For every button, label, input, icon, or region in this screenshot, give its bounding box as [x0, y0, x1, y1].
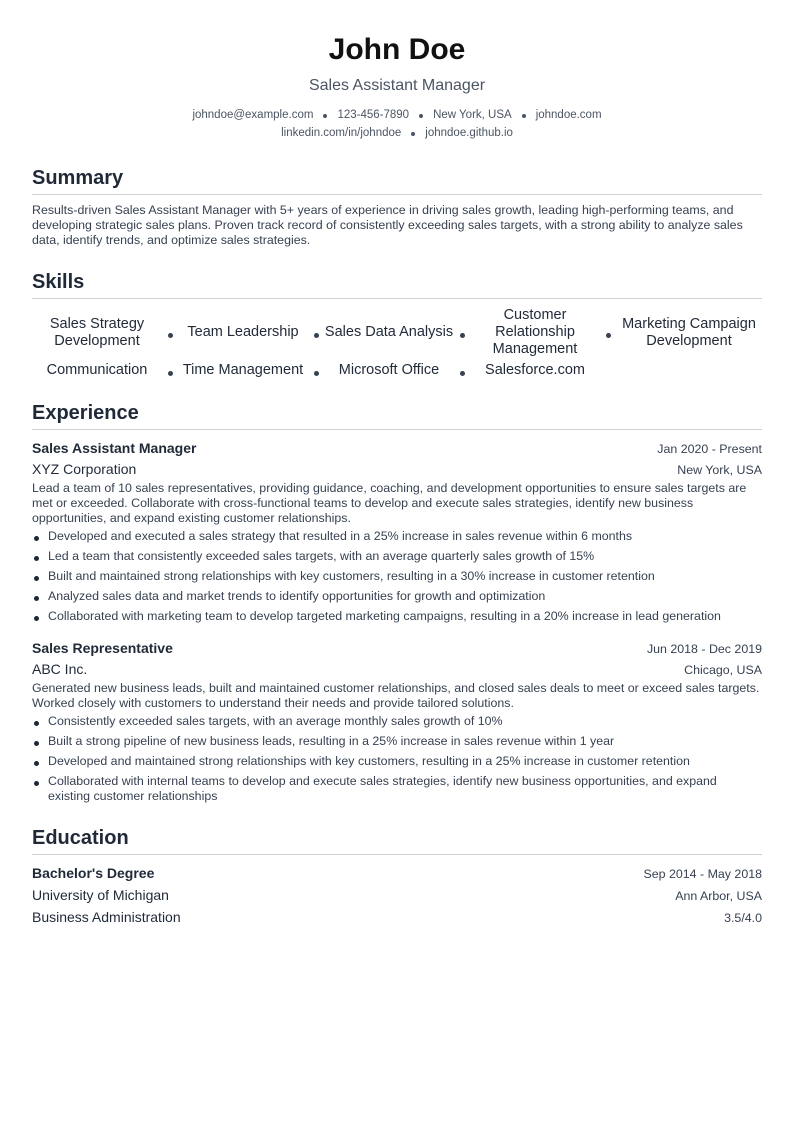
education-entry: [32, 863, 762, 929]
bullet-dot-icon: [34, 556, 39, 561]
contact-line-2: [32, 124, 762, 142]
skills-grid: [32, 307, 762, 379]
achievement-item: [32, 589, 762, 604]
skill-item: Communication: [46, 362, 148, 378]
experience-section: [32, 401, 762, 804]
achievement-text: Consistently exceeded sales targets, with an average monthly sales growth of 10%: [48, 714, 503, 728]
achievement-item: [32, 754, 762, 769]
bullet-dot-icon: [34, 536, 39, 541]
contact-github[interactable]: johndoe.github.io: [425, 127, 513, 139]
bullet-dot-icon: [34, 616, 39, 621]
job-achievements: [32, 714, 762, 804]
achievement-text: Built and maintained strong relationships with key customers, resulting in a 30% increase in customer retention: [48, 569, 655, 583]
bullet-dot-icon: [460, 333, 465, 338]
bullet-dot-icon: [314, 333, 319, 338]
summary-text: Results-driven Sales Assistant Manager with 5+ years of experience in driving sales growth, leading high-performing teams, and developing strategic sales plans. Proven track record of consistently exceeding sales targets, with a strong ability to analyze sales data, identify trends, and optimize sales strategies.: [32, 203, 743, 247]
bullet-dot-icon: [34, 781, 39, 786]
contact-phone[interactable]: 123-456-7890: [337, 109, 410, 121]
skill-separator: [162, 365, 178, 376]
skills-heading: Skills: [32, 270, 762, 299]
summary-section: [32, 166, 762, 248]
achievement-item: [32, 774, 762, 804]
achievement-text: Developed and executed a sales strategy that resulted in a 25% increase in sales revenue within 6 months: [48, 529, 633, 543]
education-gpa: 3.5/4.0: [724, 911, 762, 925]
bullet-dot-icon: [460, 371, 465, 376]
job-dates: Jan 2020 - Present: [657, 442, 762, 456]
skill-item: Salesforce.com: [485, 362, 585, 378]
job-company: XYZ Corporation: [32, 461, 137, 477]
skill-separator: [308, 327, 324, 338]
bullet-dot-icon: [606, 333, 611, 338]
skill-item: Team Leadership: [187, 324, 299, 340]
education-section: [32, 826, 762, 929]
job-description: Lead a team of 10 sales representatives, providing guidance, coaching, and development opportunities to ensure sales targets are met or exceeded. Collaborate with cross-functional teams to develop and execute sales strategies, identify new business opportunities, and expand existing customer relationships.: [32, 481, 747, 525]
skill-item: Sales Data Analysis: [324, 324, 454, 340]
bullet-dot-icon: [314, 371, 319, 376]
achievement-text: Developed and maintained strong relationships with key customers, resulting in a 25% increase in customer retention: [48, 754, 690, 768]
job-achievements: [32, 529, 762, 624]
contact-location: New York, USA: [433, 109, 512, 121]
achievement-text: Led a team that consistently exceeded sales targets, with an average quarterly sales growth of 15%: [48, 549, 595, 563]
skills-section: [32, 270, 762, 379]
skill-separator: [162, 327, 178, 338]
job-dates: Jun 2018 - Dec 2019: [646, 642, 762, 656]
job-title: Sales Assistant Manager: [32, 440, 197, 456]
achievement-text: Collaborated with internal teams to develop and execute sales strategies, identify new business opportunities, and expand existing customer relationships: [48, 774, 717, 803]
skill-separator: [454, 327, 470, 338]
achievement-item: [32, 714, 762, 729]
job-location: Chicago, USA: [684, 663, 762, 677]
candidate-name: John Doe: [328, 33, 466, 66]
job-entry: [32, 638, 762, 804]
education-field: Business Administration: [32, 909, 181, 925]
bullet-dot-icon: [34, 576, 39, 581]
bullet-dot-icon: [34, 761, 39, 766]
bullet-separator-icon: [323, 114, 327, 118]
achievement-item: [32, 529, 762, 544]
job-entry: [32, 438, 762, 624]
achievement-text: Analyzed sales data and market trends to identify opportunities for growth and optimization: [48, 589, 546, 603]
education-school: University of Michigan: [32, 887, 169, 903]
contact-website[interactable]: johndoe.com: [535, 109, 602, 121]
skill-separator: [308, 365, 324, 376]
bullet-separator-icon: [522, 114, 526, 118]
bullet-dot-icon: [168, 333, 173, 338]
resume-header: [32, 32, 762, 142]
summary-heading: Summary: [32, 166, 762, 195]
skill-item: Customer Relationship Management: [492, 307, 578, 357]
bullet-dot-icon: [34, 596, 39, 601]
contact-linkedin[interactable]: linkedin.com/in/johndoe: [281, 127, 402, 139]
achievement-item: [32, 734, 762, 749]
skill-separator: [600, 327, 616, 338]
skill-item: Marketing Campaign Development: [622, 315, 756, 349]
job-title: Sales Representative: [32, 640, 173, 656]
job-description: Generated new business leads, built and maintained customer relationships, and closed sales deals to meet or exceed sales targets. Worked closely with customers to understand their needs and provide tailored solutions.: [32, 681, 760, 710]
education-location: Ann Arbor, USA: [675, 889, 762, 903]
achievement-text: Built a strong pipeline of new business leads, resulting in a 25% increase in sales revenue within 1 year: [48, 734, 615, 748]
bullet-separator-icon: [419, 114, 423, 118]
achievement-item: [32, 569, 762, 584]
skill-separator: [454, 365, 470, 376]
achievement-item: [32, 549, 762, 564]
candidate-title: Sales Assistant Manager: [308, 77, 486, 94]
achievement-item: [32, 609, 762, 624]
contact-email[interactable]: johndoe@example.com: [192, 109, 314, 121]
job-location: New York, USA: [677, 463, 762, 477]
achievement-text: Collaborated with marketing team to develop targeted marketing campaigns, resulting in a 20% increase in lead generation: [48, 609, 721, 623]
skill-item: Sales Strategy Development: [49, 315, 145, 349]
education-dates: Sep 2014 - May 2018: [643, 867, 762, 881]
education-heading: Education: [32, 826, 762, 855]
bullet-dot-icon: [168, 371, 173, 376]
education-degree: Bachelor's Degree: [32, 865, 155, 881]
skill-item: Microsoft Office: [338, 362, 440, 378]
bullet-separator-icon: [411, 132, 415, 136]
bullet-dot-icon: [34, 721, 39, 726]
experience-heading: Experience: [32, 401, 762, 430]
job-company: ABC Inc.: [32, 661, 88, 677]
contact-line-1: [32, 106, 762, 124]
bullet-dot-icon: [34, 741, 39, 746]
skill-item: Time Management: [182, 362, 304, 378]
